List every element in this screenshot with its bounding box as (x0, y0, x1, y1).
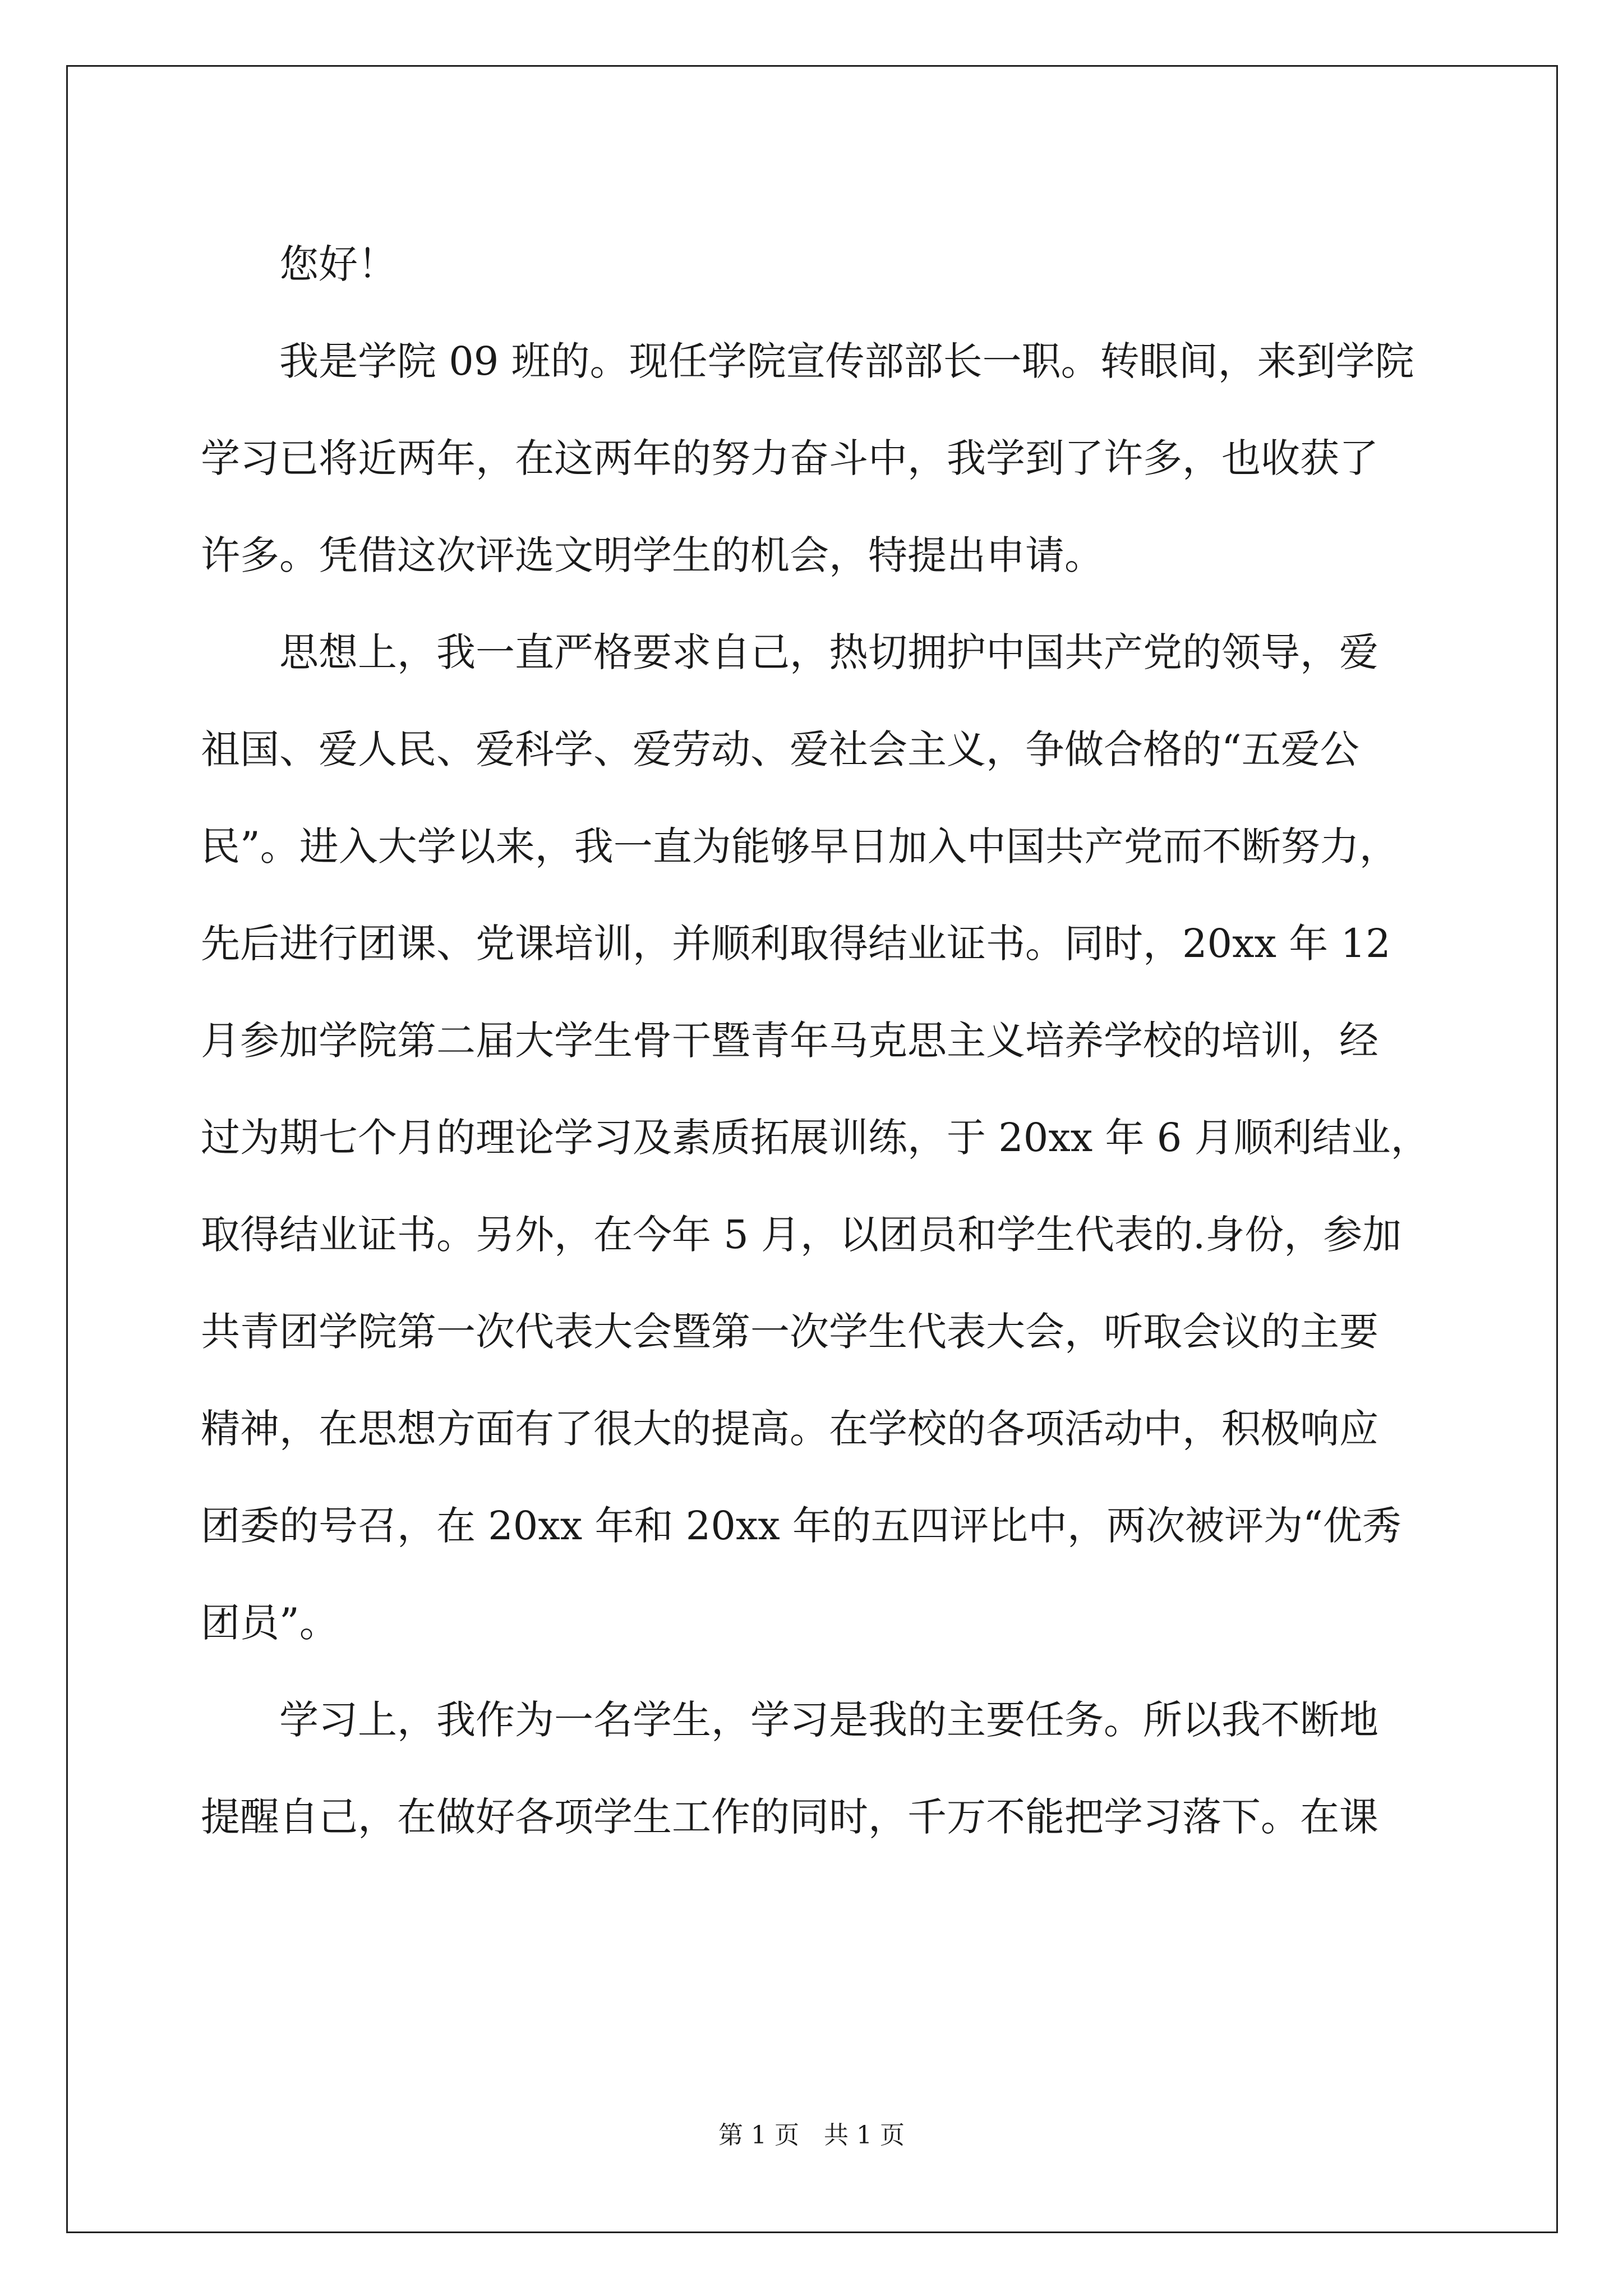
paragraph-line: 月参加学院第二届大学生骨干暨青年马克思主义培养学校的培训，经 (201, 1018, 1378, 1064)
paragraph-line: 民”。进入大学以来，我一直为能够早日加入中国共产党而不断努力， (201, 823, 1399, 869)
paragraph-line: 共青团学院第一次代表大会暨第一次学生代表大会，听取会议的主要 (201, 1309, 1378, 1355)
page-number-footer: 第 1 页 共 1 页 (718, 2121, 905, 2150)
paragraph-line: 许多。凭借这次评选文明学生的机会，特提出申请。 (201, 532, 1104, 578)
paragraph-line: 过为期七个月的理论学习及素质拓展训练，于 20xx 年 6 月顺利结业， (201, 1115, 1430, 1161)
paragraph-line: 学习已将近两年，在这两年的努力奋斗中，我学到了许多，也收获了 (201, 435, 1378, 481)
paragraph-line: 先后进行团课、党课培训，并顺利取得结业证书。同时，20xx 年 12 (201, 921, 1391, 967)
paragraph-line: 取得结业证书。另外，在今年 5 月，以团员和学生代表的.身份，参加 (201, 1212, 1402, 1258)
paragraph-line: 团员”。 (201, 1600, 339, 1646)
paragraph-line: 我是学院 09 班的。现任学院宣传部部长一职。转眼间，来到学院 (279, 338, 1414, 384)
paragraph-line: 学习上，我作为一名学生，学习是我的主要任务。所以我不断地 (279, 1697, 1378, 1743)
paragraph-line: 精神，在思想方面有了很大的提高。在学校的各项活动中，积极响应 (201, 1406, 1378, 1452)
paragraph-line: 祖国、爱人民、爱科学、爱劳动、爱社会主义，争做合格的“五爱公 (201, 726, 1359, 772)
paragraph-line: 团委的号召，在 20xx 年和 20xx 年的五四评比中，两次被评为“优秀 (201, 1503, 1401, 1549)
paragraph-line: 提醒自己，在做好各项学生工作的同时，千万不能把学习落下。在课 (201, 1794, 1378, 1840)
greeting: 您好！ (279, 241, 397, 287)
paragraph-line: 思想上，我一直严格要求自己，热切拥护中国共产党的领导，爱 (279, 629, 1378, 675)
document-body (201, 216, 1435, 1866)
